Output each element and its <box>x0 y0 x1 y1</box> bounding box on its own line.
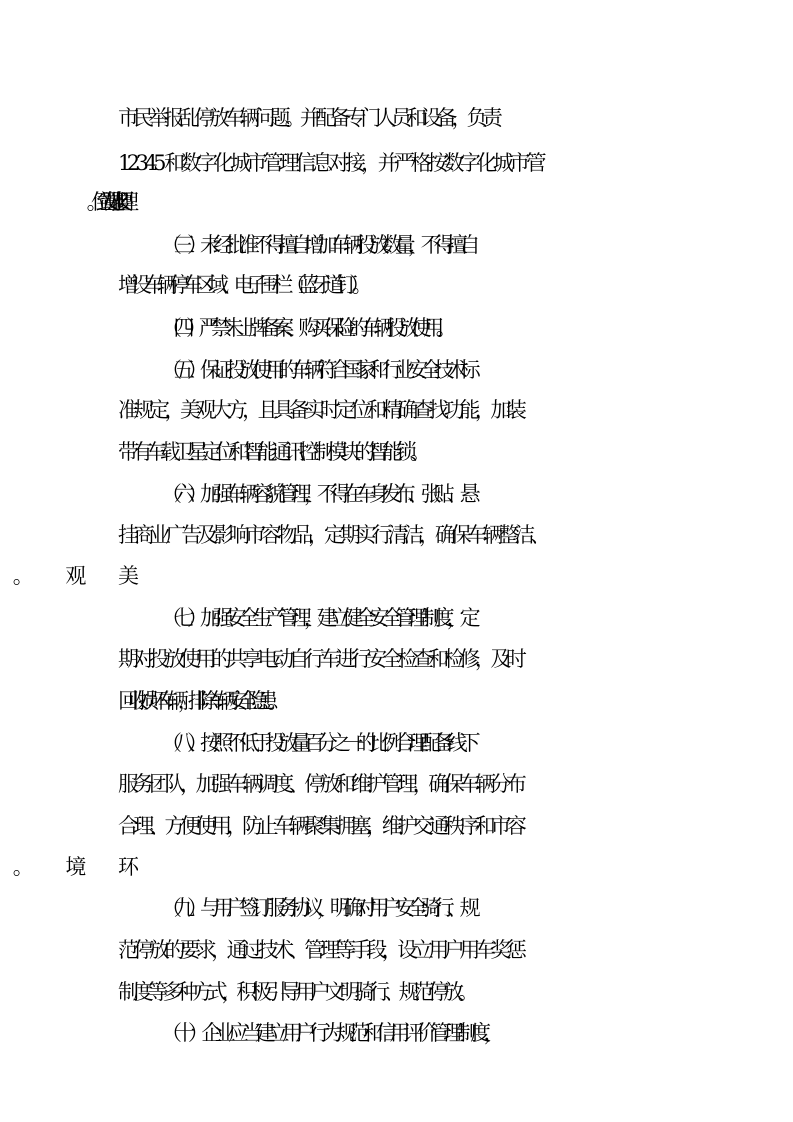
text-line <box>118 187 793 217</box>
paragraph-ten: （十）企业应当建立用户行为规范和信用评价管理制度， <box>161 1021 497 1045</box>
text-line <box>118 852 793 882</box>
paragraph-nine: （九）与用户签订服务协议，明确对用户安全骑行、规 <box>161 896 473 920</box>
paragraph-seven: （七）加强安全生产管理，建立健全安全管理制度，定 <box>161 606 473 630</box>
text-line: 市民举报乱停放车辆问题。并配备专门人员和设备，负责 <box>118 106 497 130</box>
text-line: 服务团队，加强车辆调度、停放和维护管理，确保车辆分布 <box>118 772 522 796</box>
text-line: 12345 和数字化城市管理信息对接，并严格按数字化城市管 <box>118 151 543 175</box>
paragraph-three: （三）未经批准不得擅自增加车辆投放数量，不得擅自 <box>161 233 473 257</box>
paragraph-eight: （八）按照不低于投放量百分之一的比例合理配备线下 <box>161 731 473 755</box>
paragraph-four: （四）严禁未上牌备案、购买保险的车辆投放使用。 <box>161 316 449 340</box>
text-line: 合理、方便使用，防止车辆聚集拥塞，维护交通秩序和市容 <box>118 814 522 838</box>
text-line: 增设车辆停车区域、电子围栏（蓝牙道钉）。 <box>118 273 365 297</box>
text-line: 制度等多种方式，积极引导用户文明骑行、规范停放。 <box>118 980 473 1004</box>
text-line <box>118 561 793 591</box>
paragraph-six: （六）加强车辆容貌管理，不得在车身发布、张贴、悬 <box>161 482 473 506</box>
text-line: 挂商业广告及影响市容物品，定期实行清洁，确保车辆整洁、 <box>118 523 546 547</box>
paragraph-five: （五）保证投放使用的车辆符合国家和行业安全技术标 <box>161 358 473 382</box>
text-line: 准规定，美观大方，且具备实时定位和精确查找功能，加装 <box>118 398 522 422</box>
text-line: 范停放的要求，通过技术、管理等手段，设立用户用车奖惩 <box>118 938 522 962</box>
text-line: 期对投放使用的共享电动自行车进行安全检查和检修，及时 <box>118 647 522 671</box>
text-line: 带有车载卫星定位和智能通讯控制模块的智能锁。 <box>118 440 424 464</box>
text-line: 回收损坏车辆，排除车辆安全隐患。 <box>118 689 278 713</box>
